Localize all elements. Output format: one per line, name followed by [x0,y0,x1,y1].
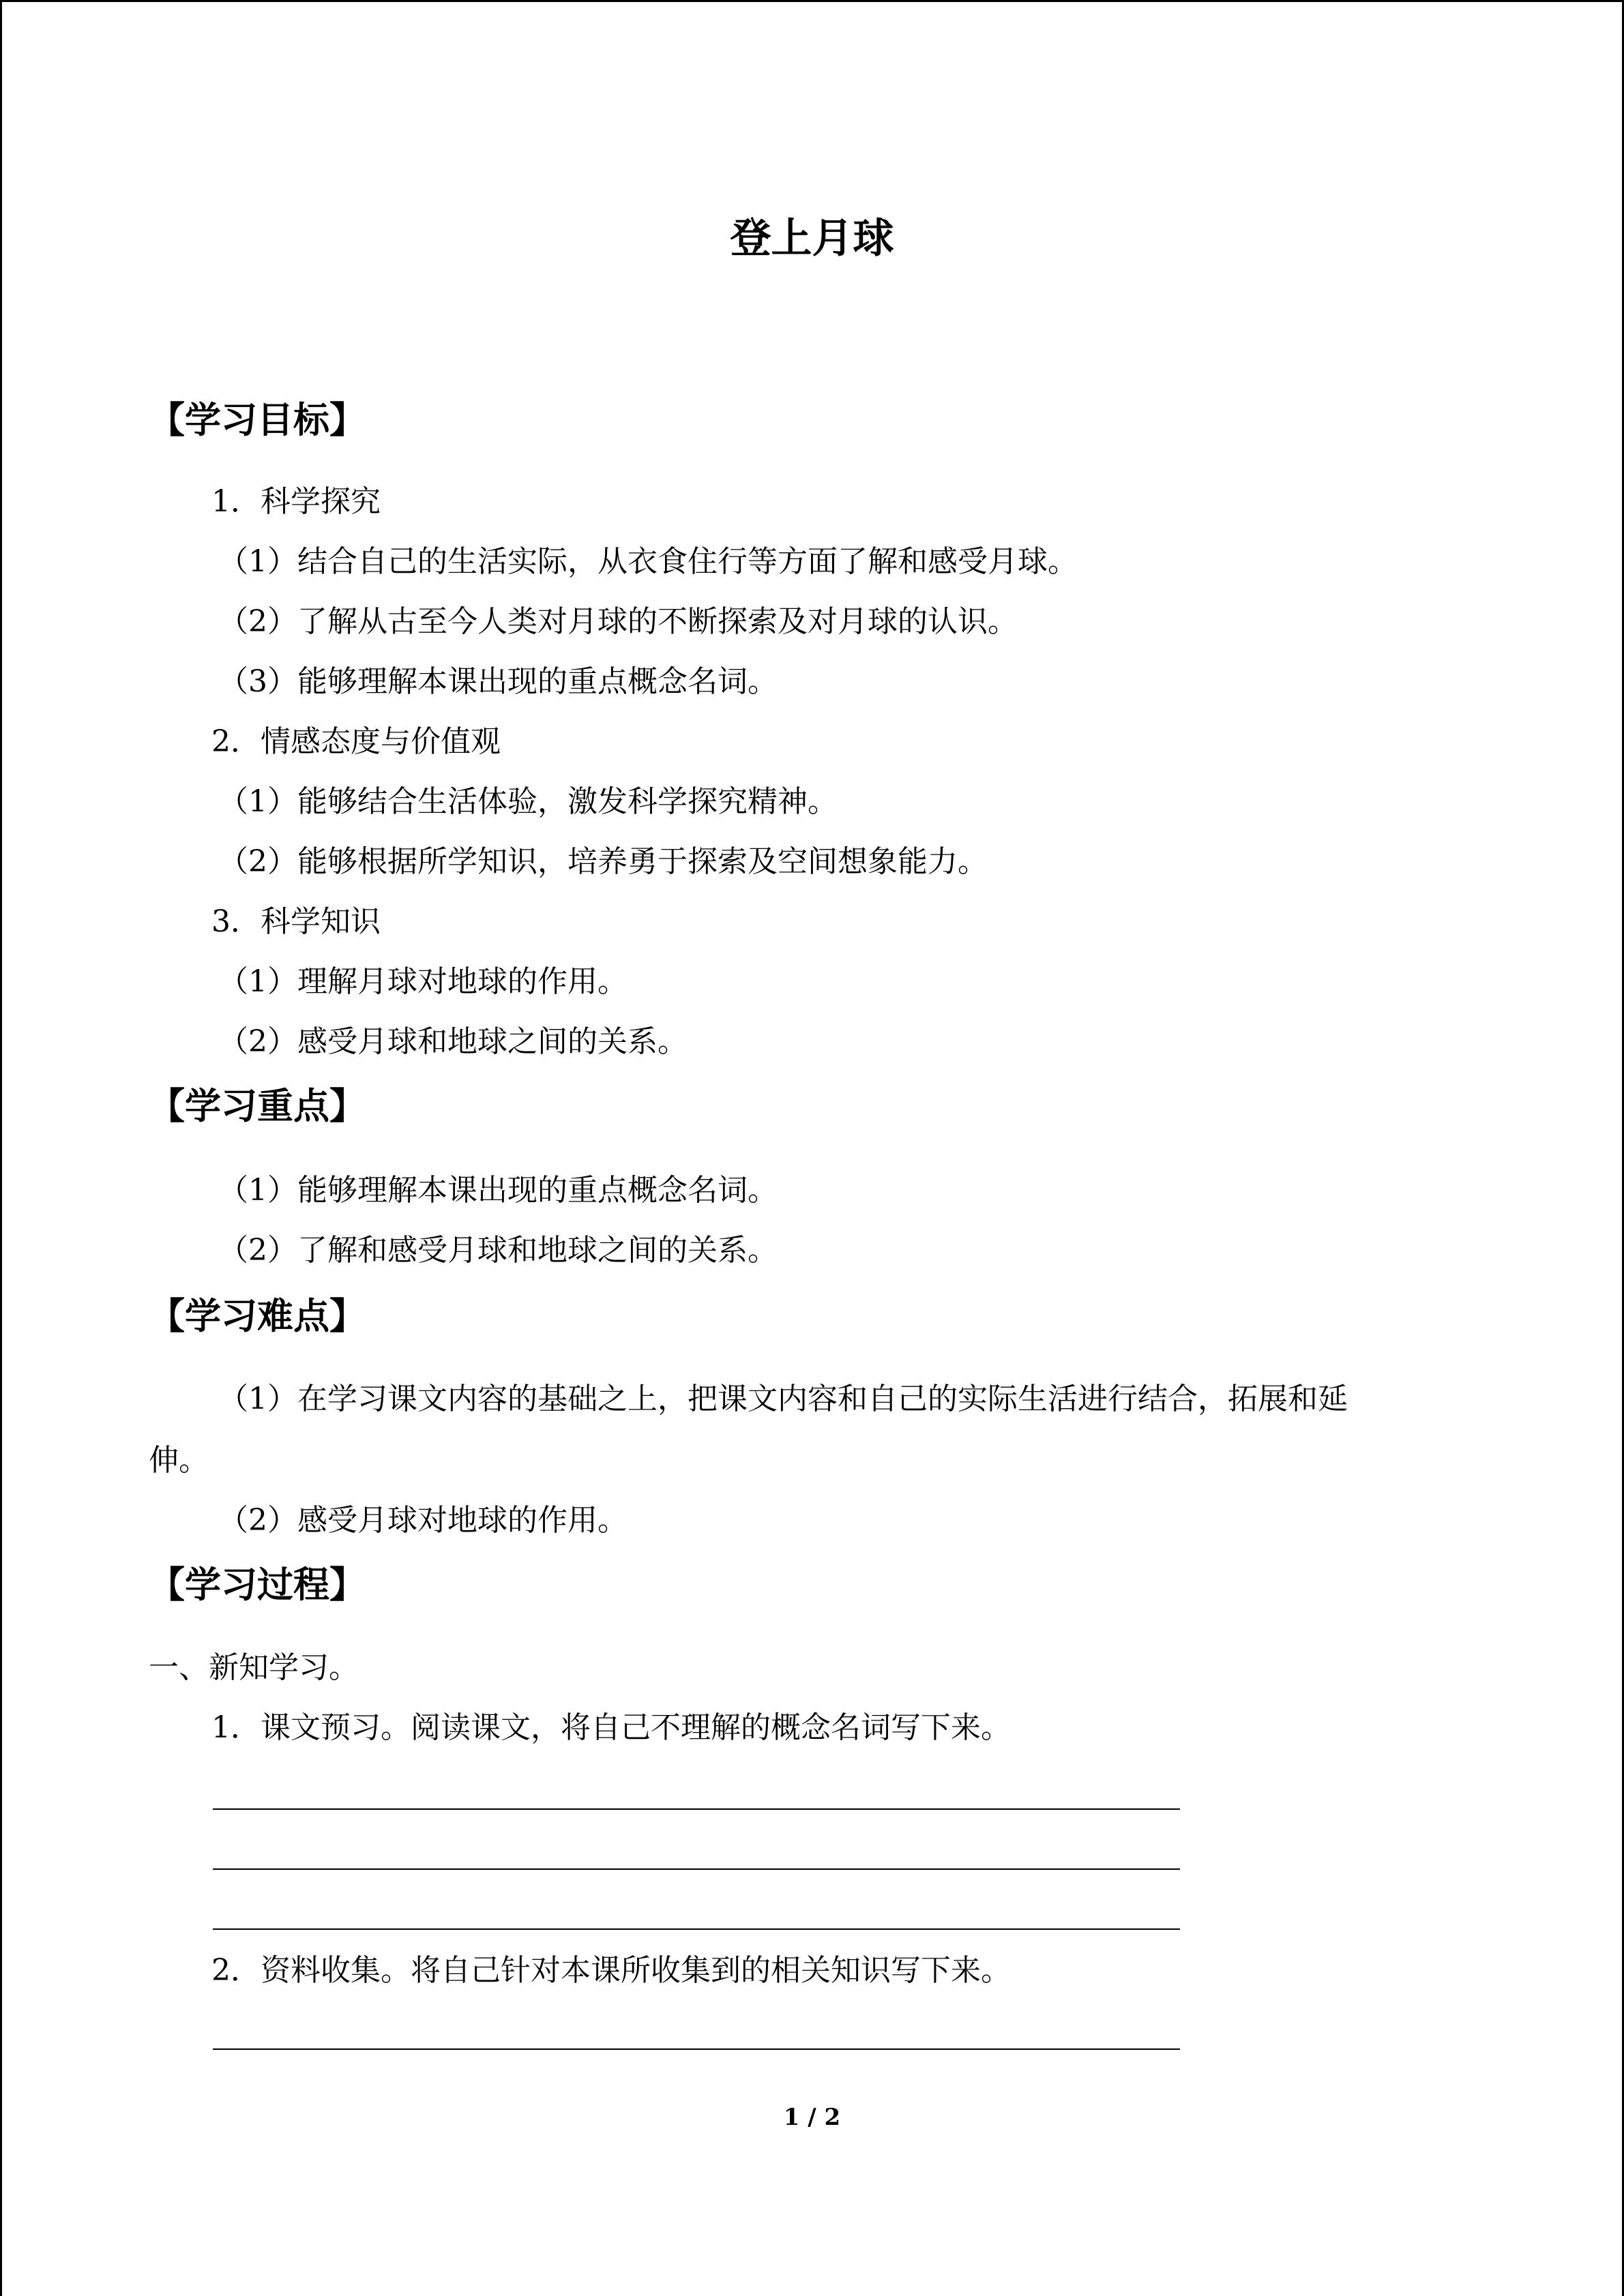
heading-process: 【学习过程】 [149,1564,366,1606]
difficulty-item: （2）感受月球对地球的作用。 [218,1503,628,1538]
page-border-left [0,0,2,2296]
process-task: 2．资料收集。将自己针对本课所收集到的相关知识写下来。 [211,1953,1011,1988]
objective-item: （2）了解从古至今人类对月球的不断探索及对月球的认识。 [218,604,1018,639]
process-task: 1．课文预习。阅读课文，将自己不理解的概念名词写下来。 [211,1710,1011,1745]
heading-objectives: 【学习目标】 [149,400,366,441]
answer-line[interactable] [213,1868,1180,1870]
answer-line[interactable] [213,1808,1180,1810]
difficulty-item-line2: 伸。 [149,1443,209,1478]
objective-item: （1）理解月球对地球的作用。 [218,964,628,999]
objective-group-label: 2．情感态度与价值观 [211,724,501,759]
heading-key-points: 【学习重点】 [149,1086,366,1127]
objective-item: （2）感受月球和地球之间的关系。 [218,1024,688,1059]
objective-item: （3）能够理解本课出现的重点概念名词。 [218,664,778,699]
page-border-top [0,0,1624,2]
answer-line[interactable] [213,1928,1180,1930]
document-title: 登上月球 [730,215,894,263]
objective-item: （1）结合自己的生活实际，从衣食住行等方面了解和感受月球。 [218,544,1078,579]
heading-difficulties: 【学习难点】 [149,1296,366,1337]
key-point-item: （1）能够理解本课出现的重点概念名词。 [218,1173,778,1208]
objective-item: （1）能够结合生活体验，激发科学探究精神。 [218,784,838,819]
objective-item: （2）能够根据所学知识，培养勇于探索及空间想象能力。 [218,844,988,879]
objective-group-label: 3．科学知识 [211,904,381,939]
objective-group-label: 1．科学探究 [211,484,381,519]
process-part-title: 一、新知学习。 [149,1650,359,1685]
page-number: 1 / 2 [783,2104,841,2131]
key-point-item: （2）了解和感受月球和地球之间的关系。 [218,1233,778,1268]
difficulty-item-line1: （1）在学习课文内容的基础之上，把课文内容和自己的实际生活进行结合，拓展和延 [218,1382,1348,1416]
answer-line[interactable] [213,2048,1180,2050]
